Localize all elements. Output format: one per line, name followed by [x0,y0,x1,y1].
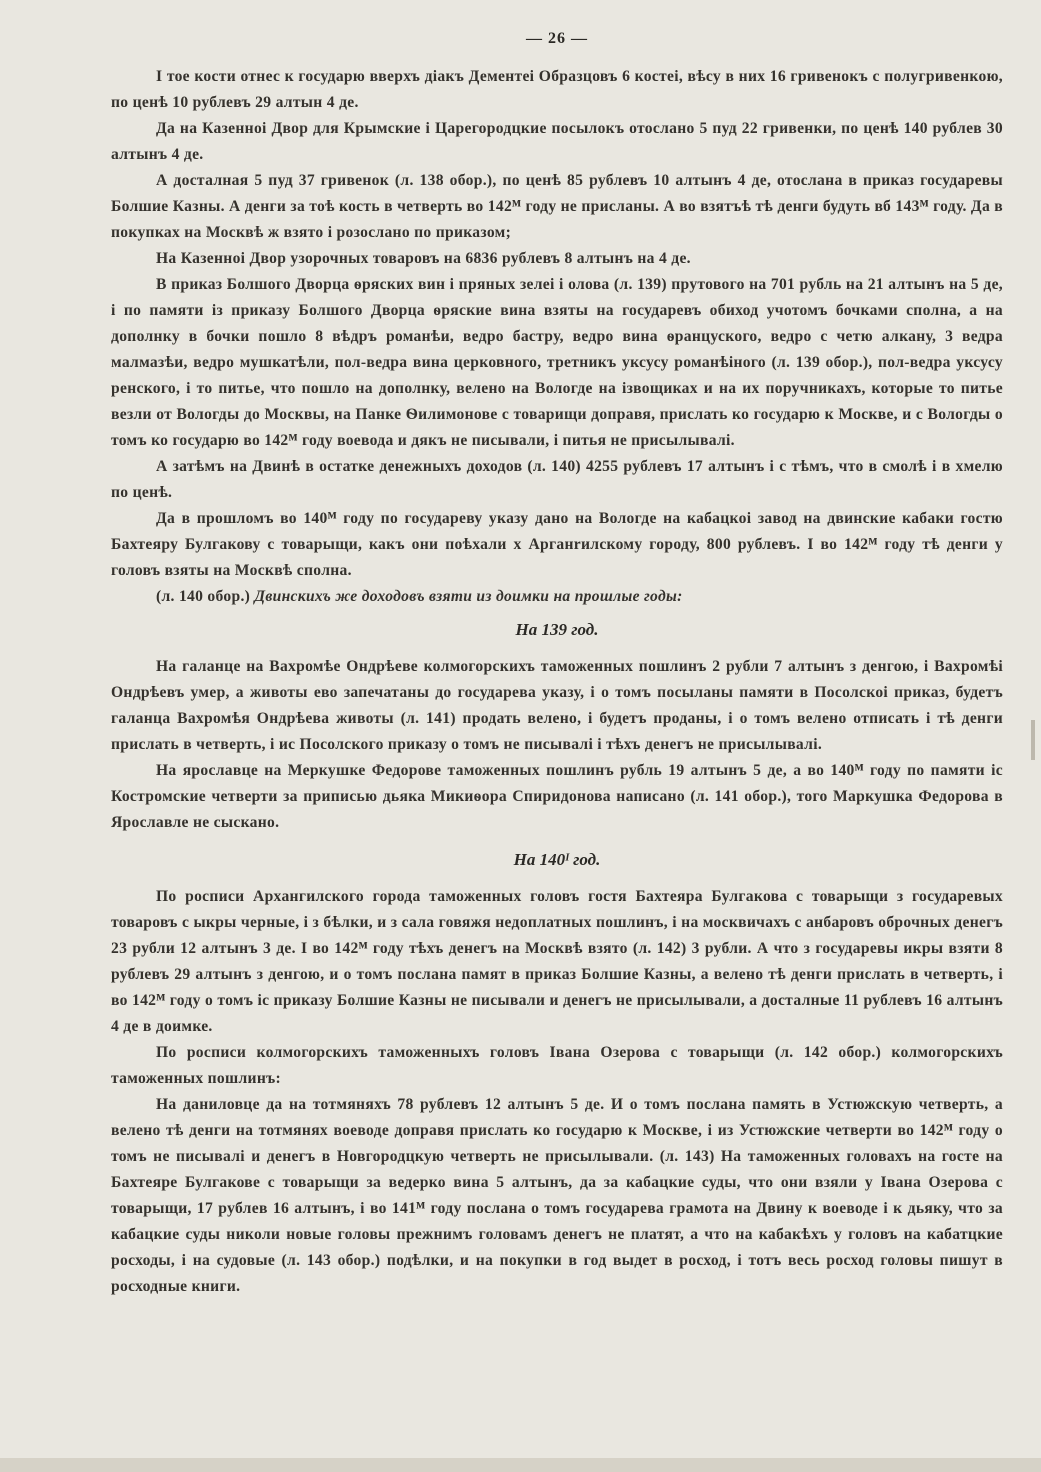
paragraph: На даниловце да на тотмяняхъ 78 рублевъ 12 алтынъ 5 де. И о томъ послана память в Устюжскую четверть, а велено тѣ денги на тотмянях воеводе доправя прислать ко государю к Москве, i из Устюжские четверти во 142ᴹ году о томъ не писывалi и денегъ в Новгородцкую четверть не присылывали. (л. 143) На таможенных головахъ на госте на Бахтеяре Булгакове с товарыщи за ведерко вина 5 алтынъ, да за кабацкие суды, что они взяли у Iвана Озерова с товарыщи, 17 рублев 16 алтынъ, i во 141ᴹ году послана о томъ государева грамота на Двину к воеводе i к дьяку, что за кабацкие суды николи новые головы прежнимъ головамъ денегъ не платят, а что на кабакѣхъ у головъ на кабатцкие росходы, i на судовые (л. 143 обор.) подѣлки, и на покупки в год выдет в росход, i тотъ весь росход головы пишут в росходные книги. [111,1096,1003,1295]
paragraph: А досталная 5 пуд 37 гривенок (л. 138 обор.), по ценѣ 85 рублевъ 10 алтынъ 4 де, отослана в приказ государевы Болшие Казны. А денги за тоѣ кость в четверть во 142ᴹ году не присланы. А во взятъѣ тѣ денги будуть вб 143ᴹ году. Да в покупках на Москвѣ ж взято i розослано по приказом; [111,172,1003,241]
paragraph: По росписи Архангилского города таможенных головъ гостя Бахтеяра Булгакова с товарыщи з государевых товаровъ с ыкры черные, i з бѣлки, и з сала говяжя недоплатных пошлинъ, i на москвичахъ с анбаровъ оброчных денегъ 23 рубли 12 алтынъ 3 де. I во 142ᴹ году тѣхъ денегъ на Москвѣ взято (л. 142) 3 рубли. А что з государевы икры взяти 8 рублевъ 29 алтынъ з денгою, и о томъ послана памят в приказ Болшие Казны, а велено тѣ денги прислать в четверть, i во 142ᴹ году о томъ iс приказу Болшие Казны не писывали и денегъ не присылывали, а досталные 11 рублевъ 16 алтынъ 4 де в доимке. [111,888,1003,1035]
paragraph: I тое кости отнес к государю вверхъ дiакъ Дементеi Образцовъ 6 костеi, вѣсу в них 16 гривенокъ с полугривенкою, по ценѣ 10 рублевъ 29 алтын 4 де. [111,68,1003,111]
section-140 [111,884,1003,1300]
section-heading-139: На 139 год. [515,620,599,639]
section-heading-140: На 140ᴵ год. [513,850,601,869]
section-139 [111,654,1003,836]
folio-reference: (л. 140 обор.) [156,588,251,605]
paragraph: Да на Казенноi Двор для Крымские i Царегородцкие посылокъ отослано 5 пуд 22 гривенки, по ценѣ 140 рублев 30 алтынъ 4 де. [111,120,1003,163]
scan-edge-mark [1031,720,1035,760]
paragraph: На Казенноi Двор узорочных товаровъ на 6836 рублевъ 8 алтынъ на 4 де. [156,250,691,267]
paragraph: В приказ Болшого Дворца ѳряских вин i пряных зелеi i олова (л. 139) прутового на 701 рубль на 21 алтынъ на 5 де, i по памяти iз приказу Болшого Дворца ѳряские вина взяты на государевъ обиход учотомъ бочками сполна, а на дополнку в бочки пошло 8 вѣдръ романѣи, ведро бастру, ведро вина ѳранцуского, ведро с четю алкану, 3 ведра малмазѣи, ведро мушкатѣли, пол-ведра вина церковного, третникъ уксусу романѣiного (л. 139 обор.), пол-ведра уксусу ренского, i то питье, что пошло на дополнку, велено на Вологде на iзвощиках и на их поручникахъ, которые то питье везли от Вологды до Москвы, на Панке Ѳилимонове с товарищи доправя, прислать ко государю к Москве, и с Вологды о томъ ко государю во 142ᴹ году воевода и дякъ не писывали, i питья не присылывалi. [111,276,1003,449]
paragraph: По росписи колмогорскихъ таможенныхъ головъ Iвана Озерова с товарыщи (л. 142 обор.) колмогорскихъ таможенных пошлинъ: [111,1044,1003,1087]
paragraph: На ярославце на Меркушке Федорове таможенных пошлинъ рубль 19 алтынъ 5 де, а во 140ᴹ году по памяти iс Костромские четверти за приписью дьяка Микиѳора Спиридонова написано (л. 141 обор.), того Маркушка Федорова в Ярославле не сыскано. [111,762,1003,831]
italic-caption: Двинскихъ же доходовъ взяти из доимки на прошлые годы: [254,588,683,605]
paragraph: На галанце на Вахромѣе Ондрѣеве колмогорскихъ таможенных пошлинъ 2 рубли 7 алтынъ з денгою, i Вахромѣi Ондрѣевъ умер, а животы ево запечатаны до государева указу, i о томъ посыланы памяти в Посолскоi приказ, будетъ галанца Вахромѣя Ондрѣева животы (л. 141) продать велено, i будетъ проданы, i о томъ велено отписать i тѣ денги прислать в четверть, i ис Посолского приказу о томъ не писывалi i тѣхъ денегъ не присылывалi. [111,658,1003,753]
section-top [111,64,1003,610]
scan-bottom-edge [0,1458,1041,1472]
page-number: — 26 — [526,30,588,47]
paragraph: А затѣмъ на Двинѣ в остатке денежныхъ доходов (л. 140) 4255 рублевъ 17 алтынъ i с тѣмъ, что в смолѣ i в хмелю по ценѣ. [111,458,1003,501]
paragraph: Да в прошломъ во 140ᴹ году по государеву указу дано на Вологде на кабацкоi завод на двинские кабаки гостю Бахтеяру Булгакову с товарыщи, какъ они поѣхали х Арганrилскому городу, 800 рублевъ. I во 142ᴹ году тѣ денги у головъ взяты на Москвѣ сполна. [111,510,1003,579]
paragraph-with-italic-tail [111,584,1003,610]
